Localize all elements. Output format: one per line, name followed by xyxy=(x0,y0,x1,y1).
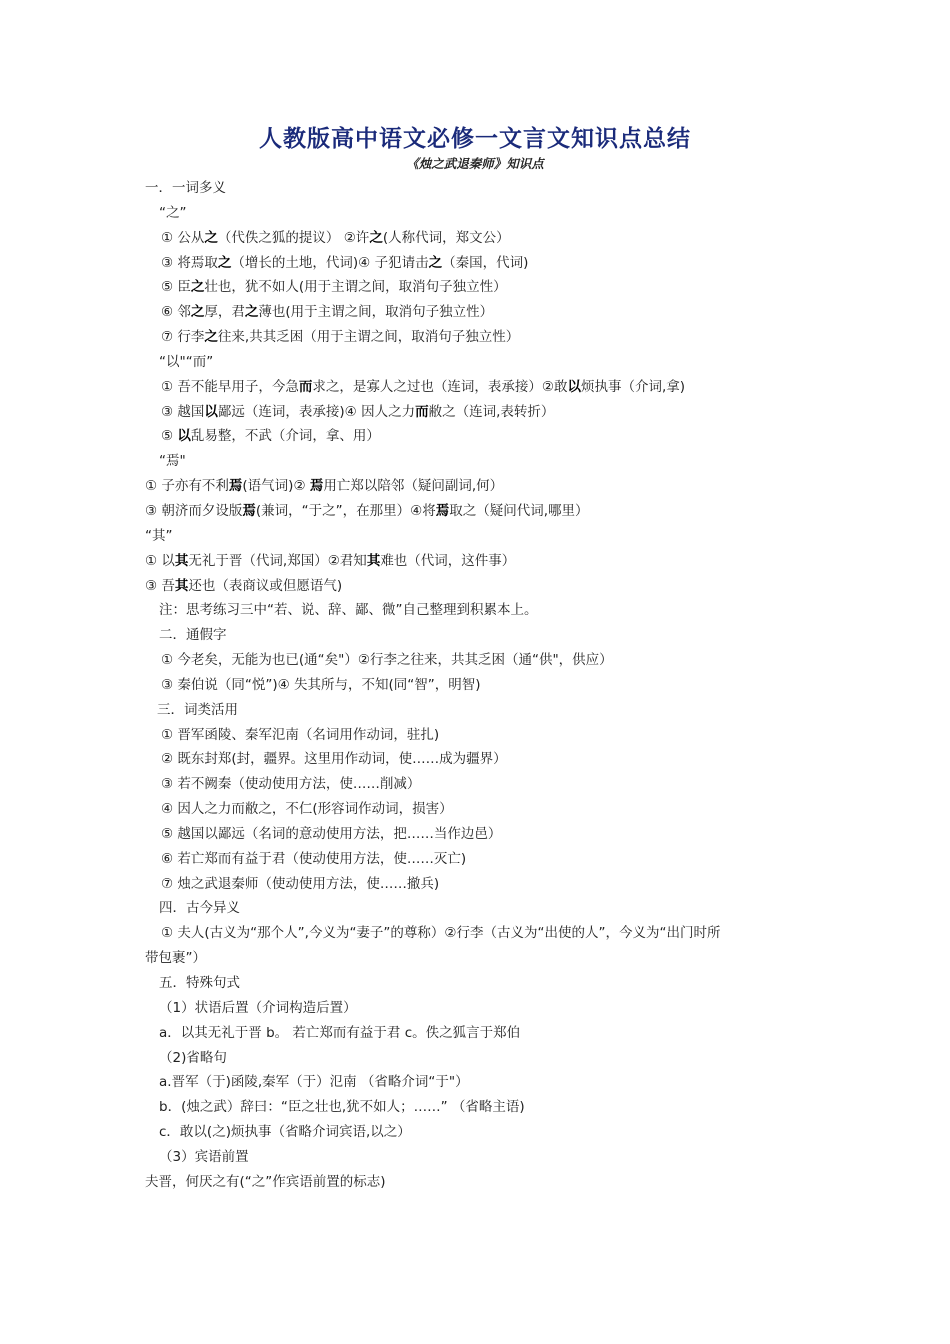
text-segment: 夫晋，何厌之有(“之”作宾语前置的标志) xyxy=(145,1173,386,1190)
emphasized-word: 以 xyxy=(177,428,191,445)
text-segment: (人称代词，郑文公） xyxy=(382,229,510,246)
text-line xyxy=(145,499,825,524)
text-line xyxy=(145,747,825,772)
text-segment: c．敢以(之)烦执事（省略介词宾语,以之） xyxy=(159,1124,411,1141)
emphasized-word: 之 xyxy=(204,229,218,246)
emphasized-word: 而 xyxy=(415,403,429,420)
text-segment: ① 子亦有不利 xyxy=(145,478,229,495)
text-line xyxy=(145,896,825,921)
text-segment: ① 以 xyxy=(145,552,175,569)
text-segment: ③ 吾 xyxy=(145,577,175,594)
text-segment: ③ 朝济而夕设版 xyxy=(145,502,243,519)
document-title: 人教版高中语文必修一文言文知识点总结 xyxy=(259,126,691,152)
emphasized-word: 之 xyxy=(369,229,383,246)
text-line xyxy=(145,648,825,673)
text-segment: （增长的土地，代词)④ 子犯请击 xyxy=(231,254,429,271)
text-segment: 求之，是寡人之过也（连词，表承接）②敢 xyxy=(312,378,568,395)
emphasized-word: 之 xyxy=(204,329,218,346)
text-line xyxy=(145,176,825,201)
text-line xyxy=(145,598,825,623)
text-line xyxy=(145,996,825,1021)
text-line xyxy=(145,723,825,748)
text-line xyxy=(145,325,825,350)
text-segment: “以"“而” xyxy=(159,353,214,370)
text-segment: 用亡郑以陪邻（疑问副词,何） xyxy=(323,478,504,495)
text-segment: （代佚之狐的提议） ②许 xyxy=(217,229,370,246)
text-segment: （秦国，代词) xyxy=(442,254,529,271)
text-line xyxy=(145,201,825,226)
text-segment: ⑤ 越国以鄙远（名词的意动使用方法，把……当作边邑） xyxy=(161,825,502,842)
text-segment: a．以其无礼于晋 b。 若亡郑而有益于君 c。佚之狐言于郑伯 xyxy=(159,1024,521,1041)
text-segment: (兼词，“于之”，在那里）④将 xyxy=(255,502,436,519)
text-segment: ① 夫人(古义为“那个人”,今义为“妻子”的尊称）②行李（古义为“出使的人”，今义为“出门时所 xyxy=(161,925,721,942)
text-segment: 三．词类活用 xyxy=(157,701,238,718)
text-segment: (语气词)② xyxy=(242,478,310,495)
text-segment: ⑦ 烛之武退秦师（使动使用方法，使……撤兵) xyxy=(161,875,440,892)
text-segment: ⑥ 邻 xyxy=(161,304,191,321)
text-line xyxy=(145,424,825,449)
text-line xyxy=(145,797,825,822)
text-segment: ③ 越国 xyxy=(161,403,205,420)
text-segment: 往来,共其乏困（用于主谓之间，取消句子独立性） xyxy=(217,329,520,346)
emphasized-word: 而 xyxy=(298,378,313,395)
text-segment: ① 晋军函陵、秦军氾南（名词用作动词，驻扎) xyxy=(161,726,440,743)
emphasized-word: 焉 xyxy=(228,478,243,495)
text-line xyxy=(145,350,825,375)
text-segment: ⑥ 若亡郑而有益于君（使动使用方法，使……灭亡) xyxy=(161,850,467,867)
text-line xyxy=(145,449,825,474)
text-line xyxy=(145,400,825,425)
text-segment: 壮也，犹不如人(用于主谓之间，取消句子独立性） xyxy=(204,279,507,296)
text-line xyxy=(145,1170,825,1195)
text-line xyxy=(145,1145,825,1170)
text-segment: ④ 因人之力而敝之，不仁(形容词作动词，损害） xyxy=(161,801,453,818)
text-line xyxy=(145,574,825,599)
text-segment: ① 公从 xyxy=(161,229,205,246)
emphasized-word: 之 xyxy=(217,254,232,271)
text-segment: 带包裹”） xyxy=(145,950,206,967)
text-line xyxy=(145,300,825,325)
emphasized-word: 之 xyxy=(428,254,443,271)
text-line xyxy=(145,1021,825,1046)
emphasized-word: 其 xyxy=(174,577,189,594)
text-segment: （1）状语后置（介词构造后置） xyxy=(159,999,357,1016)
text-segment: ① 吾不能早用子，今急 xyxy=(161,378,299,395)
text-segment: ③ 若不阙秦（使动使用方法，使……削减） xyxy=(161,776,421,793)
text-segment: ② 既东封郑(封，疆界。这里用作动词，使……成为疆界） xyxy=(161,751,507,768)
emphasized-word: 其 xyxy=(366,552,381,569)
text-line xyxy=(145,1046,825,1071)
text-line xyxy=(145,623,825,648)
text-segment: 一．一词多义 xyxy=(145,180,226,196)
text-segment: （3）宾语前置 xyxy=(159,1148,249,1165)
emphasized-word: 其 xyxy=(174,552,189,569)
text-line xyxy=(145,375,825,400)
text-segment: 二．通假字 xyxy=(159,627,227,644)
text-segment: 烦执事（介词,拿) xyxy=(581,378,686,395)
text-segment: “焉" xyxy=(159,453,186,470)
text-line xyxy=(145,872,825,897)
emphasized-word: 以 xyxy=(567,378,582,395)
text-line xyxy=(145,847,825,872)
text-segment: 四．古今异义 xyxy=(159,900,240,917)
text-segment: ⑦ 行李 xyxy=(161,329,205,346)
emphasized-word: 之 xyxy=(190,279,205,296)
text-segment: 难也（代词，这件事） xyxy=(380,552,516,569)
emphasized-word: 焉 xyxy=(242,502,256,519)
text-segment: 注：思考练习三中“若、说、辞、鄙、微”自己整理到积累本上。 xyxy=(159,602,538,619)
text-line xyxy=(145,1095,825,1120)
emphasized-word: 以 xyxy=(204,403,218,420)
text-line xyxy=(145,698,825,723)
text-segment: a.晋军（于)函陵,秦军（于）氾南 （省略介词“于"） xyxy=(159,1074,469,1091)
text-segment: 还也（表商议或但愿语气) xyxy=(188,577,343,594)
text-segment: ⑤ xyxy=(161,428,178,445)
text-segment: 薄也(用于主谓之间，取消句子独立性） xyxy=(258,304,494,321)
text-segment: 厚，君 xyxy=(204,304,245,321)
text-line xyxy=(145,1070,825,1095)
text-line xyxy=(145,1120,825,1145)
text-line xyxy=(145,524,825,549)
text-line xyxy=(145,772,825,797)
text-line xyxy=(145,946,825,971)
text-line xyxy=(145,275,825,300)
text-segment: 取之（疑问代词,哪里） xyxy=(449,502,589,519)
text-segment: ① 今老矣，无能为也已(通“矣"）②行李之往来，共其乏困（通“供"，供应） xyxy=(161,652,613,669)
text-segment: 无礼于晋（代词,郑国）②君知 xyxy=(188,552,367,569)
text-segment: “其” xyxy=(145,527,173,544)
text-segment: 五．特殊句式 xyxy=(159,975,240,991)
text-segment: 敝之（连词,表转折） xyxy=(428,403,555,420)
text-segment: “之” xyxy=(159,204,187,221)
text-segment: b．(烛之武）辞曰：“臣之壮也,犹不如人；……” （省略主语) xyxy=(159,1099,525,1116)
emphasized-word: 之 xyxy=(190,304,205,321)
text-segment: ⑤ 臣 xyxy=(161,279,191,296)
text-line xyxy=(145,673,825,698)
text-segment: （2)省略句 xyxy=(159,1049,227,1066)
document-subtitle: 《烛之武退秦师》知识点 xyxy=(406,156,544,171)
emphasized-word: 焉 xyxy=(435,502,450,519)
text-segment: 乱易整，不武（介词，拿、用） xyxy=(190,428,380,445)
text-line xyxy=(145,921,825,946)
text-line xyxy=(145,226,825,251)
text-segment: 鄙远（连词，表承接)④ 因人之力 xyxy=(217,403,416,420)
document-body xyxy=(145,176,825,1195)
text-line xyxy=(145,474,825,499)
text-line xyxy=(145,971,825,996)
emphasized-word: 焉 xyxy=(309,478,324,495)
text-segment: ③ 将焉取 xyxy=(161,254,218,271)
text-segment: ③ 秦伯说（同“悦”)④ 失其所与，不知(同“智”，明智) xyxy=(161,676,481,693)
text-line xyxy=(145,822,825,847)
emphasized-word: 之 xyxy=(244,304,259,321)
text-line xyxy=(145,549,825,574)
text-line xyxy=(145,251,825,276)
